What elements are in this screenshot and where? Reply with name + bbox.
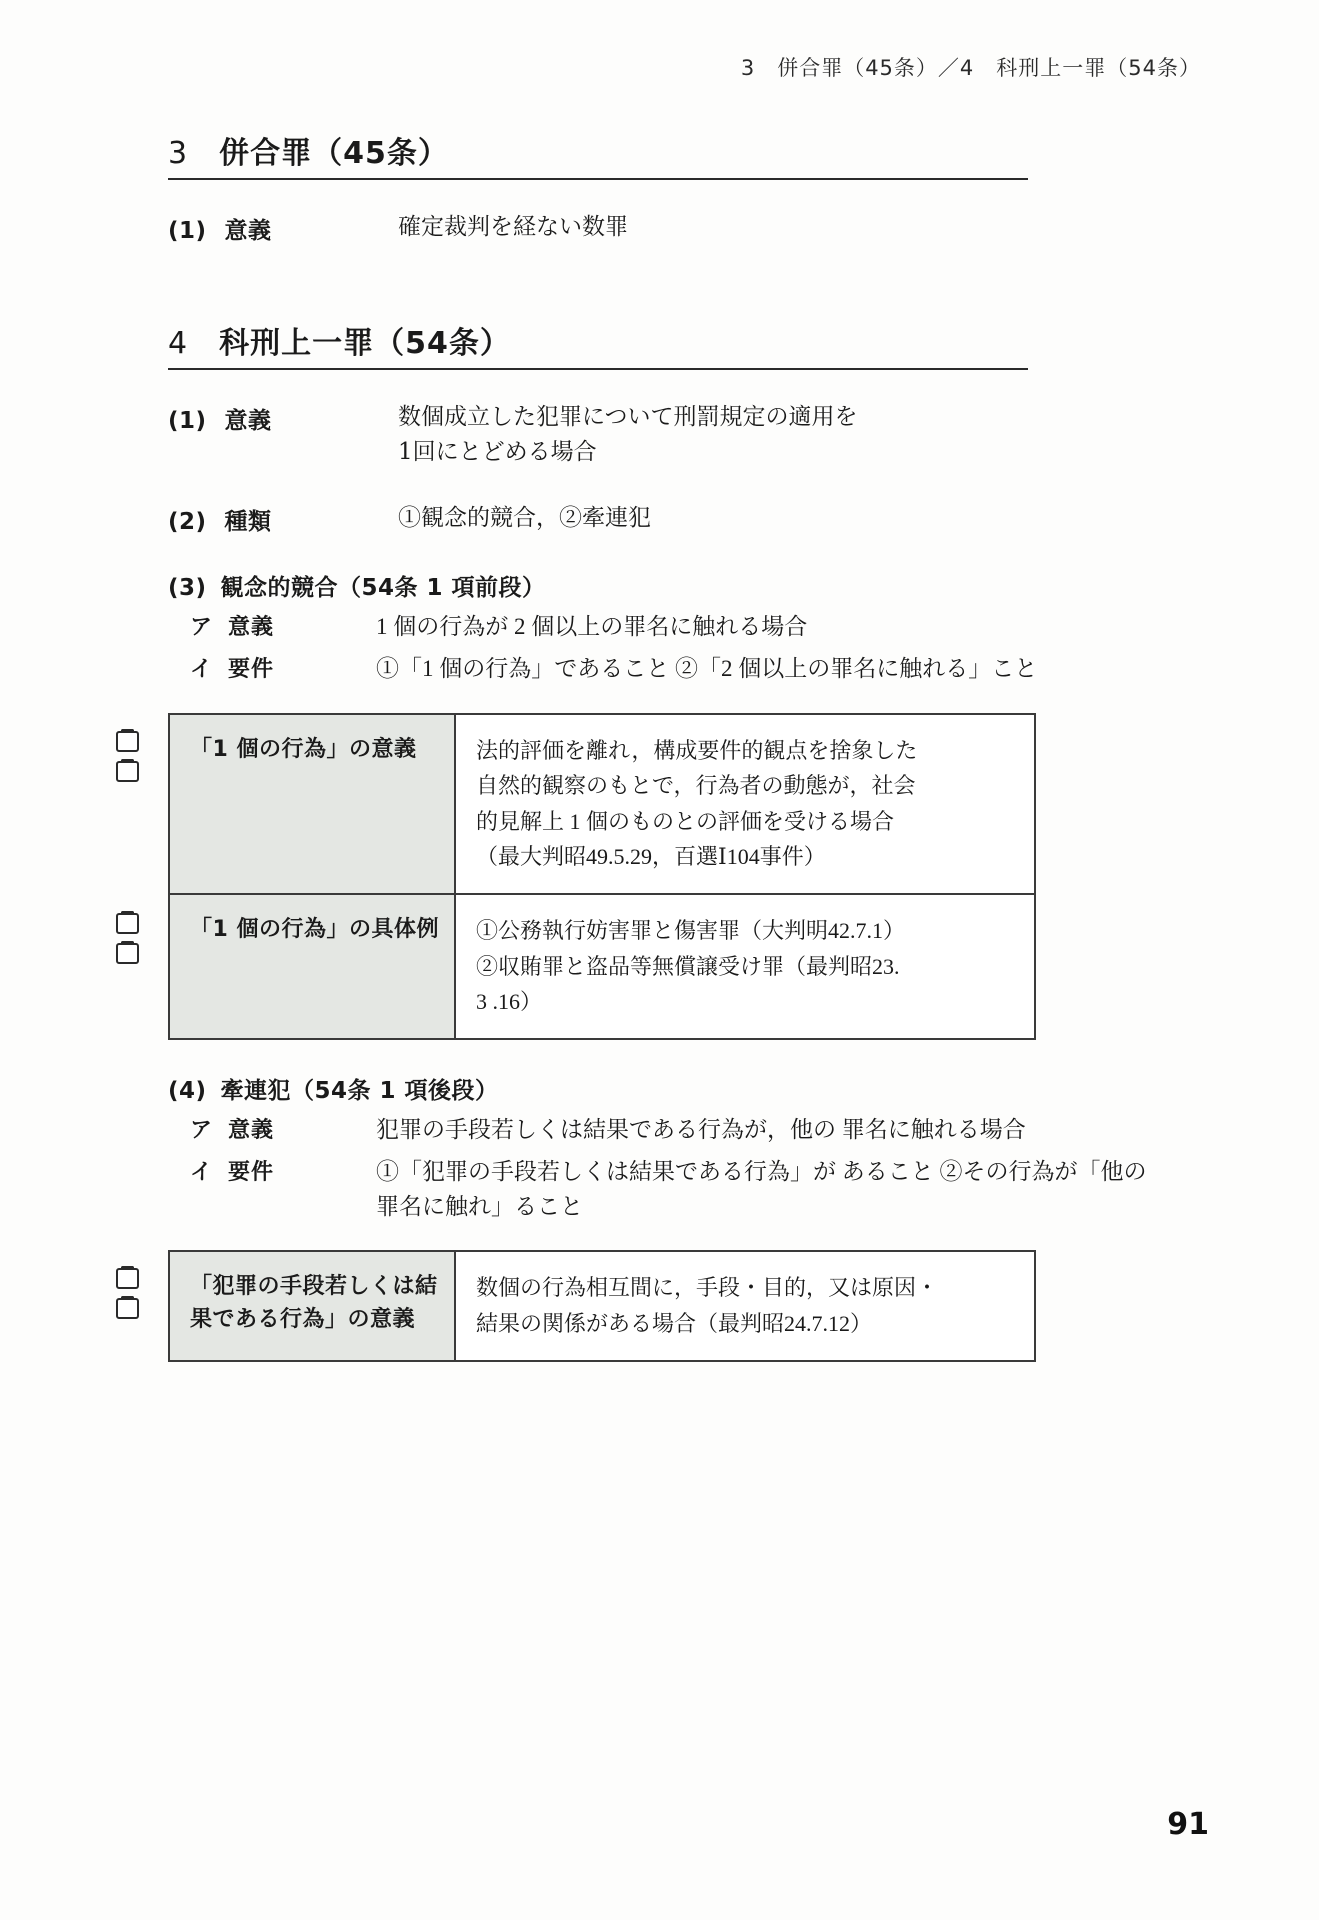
definition-box-line: ①公務執行妨害罪と傷害罪（大判明42.7.1） [476, 918, 906, 944]
sub-item-name: 意義 [228, 614, 275, 640]
item-label [168, 400, 398, 435]
definition-box-body [456, 895, 1034, 1038]
item-body [398, 400, 1168, 471]
item-body [398, 501, 1168, 537]
section-title: 併合罪（45条） [219, 136, 449, 171]
definition-box-group [168, 1250, 1036, 1361]
subsection-title: 牽連犯（54条 1 項後段） [220, 1077, 499, 1104]
definition-box-group [168, 895, 1036, 1040]
sub-item-body-line: 罪名に触れる場合 [841, 1116, 1026, 1142]
sub-item-row [168, 1155, 1168, 1224]
definition-box-line: 自然的観察のもとで，行為者の動態が，社会 [476, 773, 916, 799]
definition-box [168, 895, 1036, 1040]
subsection-title: 観念的競合（54条 1 項前段） [220, 574, 546, 601]
item-label-text: 種類 [224, 508, 272, 535]
item-label-number: (2) [168, 508, 207, 535]
section-title: 科刑上一罪（54条） [219, 325, 511, 361]
page-number: 91 [1167, 1807, 1209, 1842]
definition-box-heading: 「1 個の行為」の具体例 [170, 895, 456, 1038]
sub-item-body-line: ②「2 個以上の罪名に触れる」こと [675, 656, 1038, 682]
section-number: 3 [168, 136, 188, 171]
sub-item-body-line: ①「1 個の行為」であること [376, 656, 670, 682]
item-label-number: (1) [168, 407, 207, 434]
sub-item-body-line: 犯罪の手段若しくは結果である行為が，他の [376, 1116, 836, 1142]
item-label [168, 501, 398, 536]
subsection-number: (4) [168, 1077, 207, 1104]
item-row [168, 210, 1168, 246]
sub-item-body [376, 652, 1168, 687]
sub-item-row [168, 610, 1168, 645]
checkbox[interactable] [116, 1268, 139, 1289]
definition-box-body [456, 1252, 1034, 1359]
subsection-heading-3 [168, 569, 1168, 602]
sub-item-body [376, 1113, 1168, 1148]
item-body-line: ①観念的競合，②牽連犯 [398, 504, 651, 531]
sub-item-mark: ア [190, 614, 213, 640]
sub-item-name: 要件 [228, 1160, 275, 1186]
sub-item-body [376, 610, 1168, 645]
definition-box-line: 結果の関係がある場合（最判昭24.7.12） [476, 1311, 873, 1337]
definition-box [168, 1250, 1036, 1361]
definition-box-heading: 「犯罪の手段若しくは結果である行為」の意義 [170, 1252, 456, 1359]
definition-box-line: （最大判昭49.5.29，百選Ⅰ104事件） [476, 844, 826, 870]
definition-box-line: 法的評価を離れ，構成要件的観点を捨象した [476, 737, 918, 763]
sub-item-mark: イ [190, 1160, 213, 1186]
sub-item-body-line: 1 個の行為が 2 個以上の罪名に触れる場合 [376, 613, 808, 639]
definition-box-line: 数個の行為相互間に，手段・目的，又は原因・ [476, 1275, 939, 1301]
item-body [398, 210, 1168, 246]
item-body-line: 1回にとどめる場合 [398, 439, 597, 466]
sub-item-name: 要件 [228, 657, 275, 683]
section-heading-4 [168, 318, 1028, 370]
sub-item-body-line: ②その行為が「他の罪名に触れ」ること [376, 1159, 1147, 1219]
item-label-number: (1) [168, 218, 207, 244]
definition-box-heading: 「1 個の行為」の意義 [170, 715, 456, 894]
item-label-text: 意義 [224, 407, 272, 434]
page-content [168, 128, 1168, 1362]
definition-box-line: ②収賄罪と盗品等無償譲受け罪（最判昭23. [476, 953, 900, 979]
sub-item-body-line: ①「犯罪の手段若しくは結果である行為」が [376, 1159, 836, 1185]
subsection-number: (3) [168, 574, 207, 601]
definition-box [168, 713, 1036, 896]
checkbox[interactable] [116, 913, 139, 934]
item-label-text: 意義 [224, 218, 272, 244]
running-head: 3 併合罪（45条）／4 科刑上一罪（54条） [740, 56, 1201, 80]
item-row [168, 400, 1168, 471]
sub-item-body-line: あること [841, 1159, 934, 1185]
item-label [168, 210, 398, 245]
checkbox[interactable] [116, 761, 139, 782]
definition-box-line: 3 .16） [476, 989, 543, 1015]
item-body-line: 数個成立した犯罪について刑罰規定の適用を [398, 403, 858, 430]
checkbox-group[interactable] [116, 1268, 146, 1328]
section-number: 4 [168, 325, 188, 361]
subsection-heading-4 [168, 1072, 1168, 1105]
definition-box-group [168, 713, 1036, 896]
sub-item-body [376, 1155, 1168, 1224]
item-row [168, 501, 1168, 537]
checkbox-group[interactable] [116, 913, 146, 973]
definition-box-line: 的見解上 1 個のものとの評価を受ける場合 [476, 808, 895, 834]
checkbox[interactable] [116, 731, 139, 752]
sub-item-row [168, 1113, 1168, 1148]
sub-item-name: 意義 [228, 1117, 275, 1143]
item-body-line: 確定裁判を経ない数罪 [398, 214, 628, 240]
checkbox[interactable] [116, 943, 139, 964]
sub-item-mark: ア [190, 1117, 213, 1143]
checkbox-group[interactable] [116, 731, 146, 791]
sub-item-row [168, 652, 1168, 687]
sub-item-mark: イ [190, 657, 213, 683]
definition-box-body [456, 715, 1034, 894]
section-heading-3 [168, 128, 1028, 180]
checkbox[interactable] [116, 1298, 139, 1319]
